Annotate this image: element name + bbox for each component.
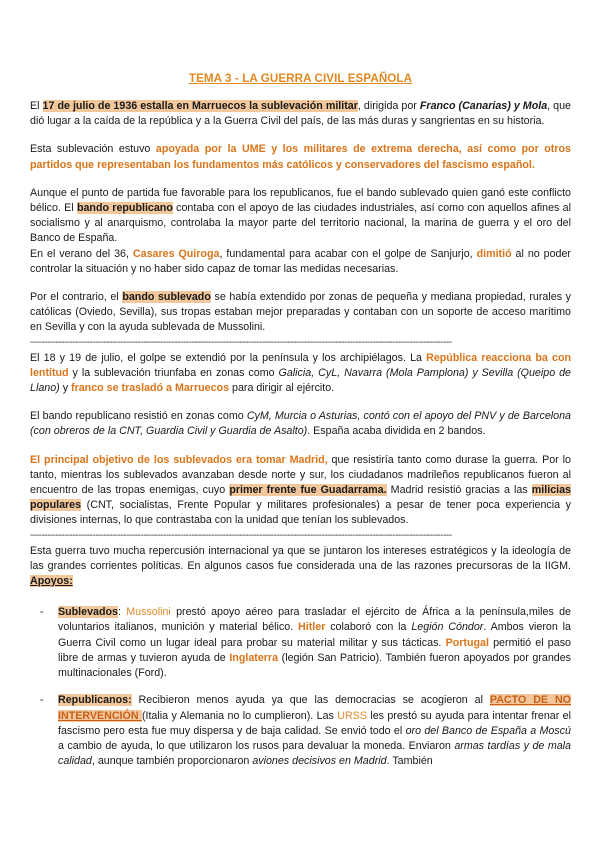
highlight-date: 17 de julio de 1936 estalla en Marruecos la sublevación militar: [42, 100, 358, 112]
list-item-sublevados: [40, 605, 571, 681]
orange-hitler: Hitler: [298, 621, 326, 634]
text: , que dió lugar a la caída de la república y a la Guerra Civil del país, de las más duras y sangrientas en su historia.: [30, 100, 571, 128]
orange-republica: República reacciona ba con lentitud: [30, 351, 572, 379]
text: Por el contrario, el: [30, 291, 123, 304]
paragraph-madrid: [30, 453, 571, 529]
text: El bando republicano resistió en zonas como: [30, 410, 247, 423]
text: Esta guerra tuvo mucha repercusión internacional ya que se juntaron los intereses estratégicos y la ideología de las grandes corrientes políticas. En algunos casos fue considerada una de las razones precursoras de la IIGM.: [30, 544, 571, 572]
paragraph-july-coup: [30, 351, 571, 397]
paragraph-rebel-side: [30, 290, 571, 336]
text: para dirigir al ejército.: [229, 382, 335, 395]
text: que resistiría tanto como durase la guerra. Por lo tanto, mientras los sublevados avanzaban desde norte y sur, los ciudadanos madrileños republicanos fueron al encuentro de las tropas enemigas, cuyo: [30, 453, 571, 497]
text: Madrid resistió gracias a las: [386, 484, 532, 497]
italic-oro: oro del Banco de España a Moscú: [405, 724, 571, 737]
text: :: [118, 606, 127, 619]
text: (legión San Patricio). También fueron apoyados por grandes multinacionales (Ford).: [58, 651, 572, 680]
paragraph-republican-side: [30, 186, 571, 247]
text: colaboró con la: [325, 621, 412, 634]
orange-mussolini: Mussolini: [126, 606, 171, 619]
paragraph-international: [30, 544, 571, 590]
text: . También: [386, 755, 433, 768]
paragraph-support: [30, 142, 571, 172]
text: prestó apoyo aéreo para trasladar el ejército de África a la península,miles de voluntarios italianos, munición y material bélico.: [58, 606, 571, 634]
paragraph-intro: [30, 99, 571, 129]
text: . España acaba dividida en 2 bandos.: [307, 425, 486, 438]
text: (CNT, socialistas, Frente Popular y militares profesionales) a pesar de tener poca experiencia y divisiones internas, lo que contrastaba con la unidad que tenían los sublevados.: [30, 499, 571, 527]
italic-armas: armas tardías y de mala calidad: [58, 739, 572, 768]
dash-bullet: -: [40, 606, 44, 619]
highlight-milicias: milicias populares: [30, 484, 571, 512]
text: permitió el paso libre de armas y tuvieron ayuda de: [58, 636, 571, 664]
text: Recibieron menos ayuda ya que las democracias se acogieron al: [131, 694, 490, 707]
highlight-bando-republicano: bando republicano: [76, 202, 173, 215]
highlight-sublevados: Sublevados: [58, 606, 118, 619]
list-item-republicanos: [40, 693, 571, 769]
orange-urss: URSS: [337, 709, 367, 722]
text: El 18 y 19 de julio, el golpe se extendió por la península y los archipiélagos. La: [30, 351, 427, 364]
text: se había extendido por zonas de pequeña y mediana propiedad, rurales y católicas (Oviedo, Sevilla), sus tropas estaban mejor preparadas y contaban con un soporte de acceso marítimo en Sevilla y con la ayuda sublevada de Mussolini.: [30, 291, 572, 334]
italic-zones: Galicia, CyL, Navarra (Mola Pamplona) y Sevilla (Queipo de Llano): [30, 366, 571, 395]
paragraph-resistance: [30, 409, 571, 439]
orange-franco: franco se trasladó a Marruecos: [71, 382, 230, 395]
text: En el verano del 36,: [30, 247, 133, 260]
text: . Ambos vieron la Guerra Civil como un lugar ideal para probar su material militar y sus tácticas.: [58, 621, 571, 649]
orange-objective: El principal objetivo de los sublevados era tomar Madrid,: [30, 453, 328, 466]
italic-zones: CyM, Murcia o Asturias, contó con el apoyo del PNV y de Barcelona (con obreros de la CNT, Guardia Civil y Guardia de Asalto): [30, 410, 571, 438]
separator-line: -----------------------------------------------------------------------------------------------------------------------------------------------------: [30, 529, 452, 541]
italic-aviones: aviones decisivos en Madrid: [252, 755, 387, 768]
paragraph-casares: [30, 247, 571, 277]
text: Aunque el punto de partida fue favorable para los republicanos, fue el bando sublevado quien ganó este conflicto bélico. El: [30, 186, 571, 215]
text: a cambio de ayuda, lo que utilizaron los rusos para devaluar la moneda. Enviaron: [58, 739, 455, 752]
highlight-apoyos: Apoyos:: [30, 575, 73, 588]
text: y: [59, 382, 72, 395]
leaders-names: Franco (Canarias) y Mola: [419, 100, 548, 112]
orange-casares-quiroga: Casares Quiroga: [132, 247, 220, 260]
orange-portugal: Portugal: [445, 636, 489, 649]
orange-inglaterra: Inglaterra: [229, 651, 279, 664]
text: les prestó su ayuda para intentar frenar el fascismo pero esta fue muy dispersa y de baja calidad. Se envió todo el: [58, 709, 571, 737]
separator-line: -----------------------------------------------------------------------------------------------------------------------------------------------------: [30, 336, 452, 348]
text: , dirigida por: [357, 100, 420, 112]
highlight-pacto: PACTO DE NO INTERVENCIÓN: [58, 694, 571, 722]
text: , fundamental para acabar con el golpe de Sanjurjo,: [219, 247, 477, 260]
text: Esta sublevación estuvo: [30, 143, 156, 156]
highlight-bando-sublevado: bando sublevado: [122, 291, 211, 304]
highlight-guadarrama: primer frente fue Guadarrama.: [229, 484, 387, 497]
dash-bullet: -: [40, 694, 44, 707]
text: El: [30, 100, 43, 112]
document-title: TEMA 3 - LA GUERRA CIVIL ESPAÑOLA: [188, 72, 413, 85]
document-page: [30, 72, 571, 769]
support-list: [30, 605, 571, 769]
highlight-republicanos: Republicanos:: [58, 694, 132, 707]
text: (Italia y Alemania no lo cumplieron). Las: [141, 709, 338, 722]
text: y la sublevación triunfaba en zonas como: [68, 366, 279, 379]
italic-legion-condor: Legión Cóndor: [411, 621, 484, 634]
orange-emphasis: apoyada por la UME y los militares de extrema derecha, así como por otros partidos que representaban los fundamentos más católicos y conservadores del fascismo español.: [30, 143, 571, 171]
text: contaba con el apoyo de las ciudades industriales, así como con aquellos afines al socialismo y al anarquismo, controlaba la mayor parte del territorio nacional, la marina de guerra y el oro del Banco de España.: [30, 202, 571, 245]
orange-dimitio: dimitió: [476, 247, 512, 260]
text: al no poder controlar la situación y no haber sido capaz de tomar las medidas necesarias.: [30, 247, 571, 275]
text: , aunque también proporcionaron: [91, 755, 253, 768]
